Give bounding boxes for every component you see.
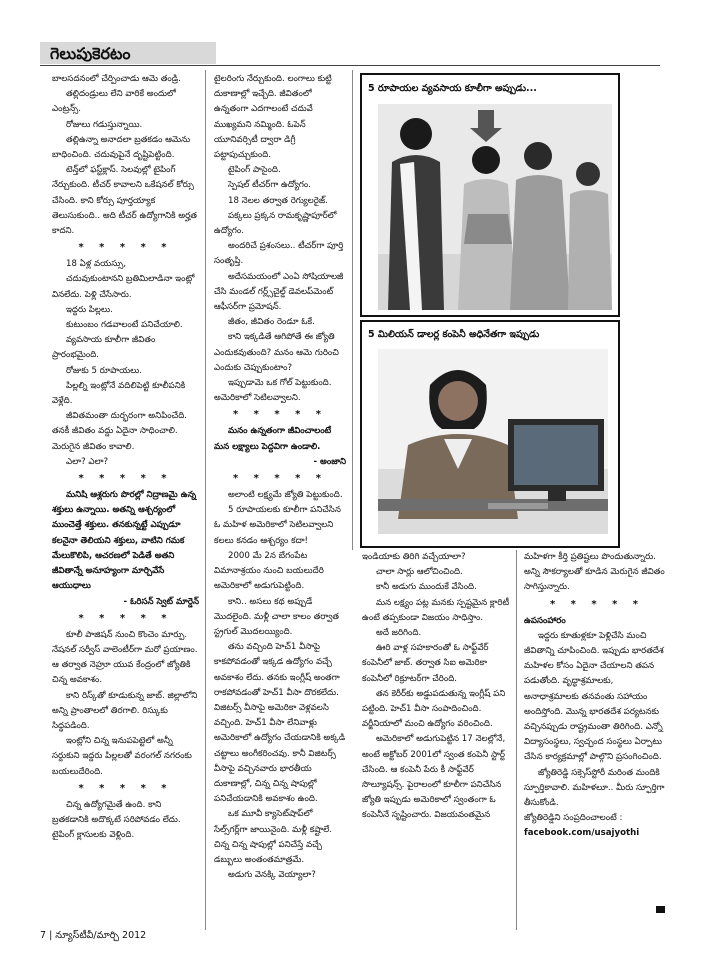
paragraph: మన లక్ష్యం పట్ల మనకు స్పష్టమైన క్లారిటీ ఉంటే తప్పకుండా విజయం సాధిస్తాం.: [362, 597, 510, 623]
paragraph: కాని రిస్క్‌తో కూడుకున్న జాబ్. జిల్లాలోని అన్ని ప్రాంతాలలో తిరగాలి. రిస్కుకు సిద్ధపడింది.: [52, 690, 198, 731]
paragraph: వ్యవసాయ కూలీగా జీవితం ప్రారంభమైంది.: [52, 335, 156, 361]
paragraph: 2000 మే 2న బేగంపేట విమానాశ్రయం నుంచి బయలుదేరి అమెరికాలో అడుగుపెట్టింది.: [214, 550, 324, 592]
column-separator: [516, 550, 517, 930]
article-column-3: [362, 550, 512, 824]
article-column-1: [52, 72, 199, 843]
quote-author: - ఓరిసన్ స్వెట్ మార్డెన్: [123, 596, 199, 607]
paragraph: తల్లిఉన్నా అనాదలా బ్రతకడం ఆమెను బాధించింది. చదువుపైనే దృష్టిపెట్టింది.: [52, 134, 191, 161]
page-section-title: గెలుపుకెరటం: [50, 44, 131, 63]
section-divider-stars: * * * * *: [78, 242, 173, 254]
paragraph: 5 రూపాయలకు కూలీగా పనిచేసిన ఓ మహిళ అమెరికాలో సెటిలవ్వాలని కలలు కనడం ఆశ్చర్యం కదా!: [214, 505, 341, 546]
paragraph: ఎలా? ఎలా?: [66, 456, 109, 467]
contact-label: జ్యోతిరెడ్డిని సంప్రదించాలంటే :: [524, 813, 623, 824]
pull-quote: మనిషి ఆశ్లరుగు పొరల్లో నిద్రాణమై ఉన్న శక్తులు ఉన్నాయి. అతన్ని ఆశ్చర్యంలో ముంచెత్తే శక్తులు. తనకున్నట్టే ఎప్పుడూ కలనైనా తెలియని శక్తులు, వాటిని గమక మేలుకొలిపి, ఆచరణలో పెడితే అతని జీవితాన్నే అనూహ్యంగా మార్చివేసే ఆయుధాలు: [52, 490, 197, 592]
paragraph: కాని ఇక్కడితే ఆగిపోతే ఈ జ్యోతి ఎందుకవుతుంది? మనం ఆమె గురించి ఎందుకు చెప్పుకుంటాం?: [214, 332, 339, 373]
paragraph: రోజుకు 5 రూపాయలు.: [66, 365, 142, 376]
paragraph: ఇద్దరు కూతుళ్లకూ పెళ్లిచేసి మంచి జీవితాన్ని చూపించింది. ఇప్పుడు భారతదేశ మహిళల కోసం ఏదైనా చేయాలని తపన పడుతోంది. వృద్ధాశ్రమాలకు, అనాధాశ్రమాలకు తనవంతు సహాయం అందిస్తోంది. మొన్న భారతదేశ పర్యటనకు వచ్చినప్పుడు రాష్ట్రమంతా తిరిగింది. ఎన్నో విద్యాసంస్థలు, స్వచ్ఛంద సంస్థలు ఏర్పాటు చేసిన కార్యక్రమాల్లో పాల్గొని ప్రసంగించింది.: [524, 630, 664, 763]
office-photo-illustration: [378, 349, 608, 534]
paragraph: జ్యోతిరెడ్డి సక్సెస్‌స్టోరీ మరింత మందికి స్ఫూర్తికావాలి. మహిళలూ.. మీరు స్ఫూర్తిగా తీసుకోండి.: [524, 767, 665, 809]
photo-caption-now: 5 మిలియన్ డాలర్ల కంపెనీ అధినేతగా ఇప్పుడు: [368, 329, 540, 340]
section-heading: ఉపసంహారం: [524, 615, 566, 626]
photo-now: [378, 349, 608, 534]
end-of-article-marker: [656, 906, 665, 913]
paragraph: టైలరింగు నేర్చుకుంది. లంగాలు కుట్టి దుకాణాల్లో ఇచ్చేది. జీవితంలో ఉన్నతంగా ఎదగాలంటే చదువే ముఖ్యమని నమ్మింది. ఓపెన్ యూనివర్సిటీ ద్వారా డిగ్రీ పట్టాపుచ్చుకుంది.: [214, 74, 332, 161]
article-column-4: [524, 550, 670, 842]
paragraph: టెన్త్‌లో ఫస్ట్‌క్లాస్. సెలవుల్లో టైపింగ్ నేర్చుకుంది. టీచర్ కావాలని ఒకేషనల్ కోర్సు చేసింది. కాని కోర్సు పూర్తయ్యాక తెలుసుకుంది.. అది టీచర్ ఉద్యోగానికి అర్హత కాదని.: [52, 165, 197, 237]
paragraph: తల్లిదండ్రులు లేని వారికే అందులో ఎంట్రన్స్.: [52, 89, 176, 115]
paragraph: చదువుకుంటానని బ్రతిమిలాడినా ఇంట్లో వినలేదు. పెళ్లి చేసేసారు.: [52, 274, 195, 300]
photo-caption-then: 5 రూపాయల వ్యవసాయ కూలీగా అప్పుడు...: [368, 83, 537, 94]
paragraph: 18 నెలల తర్వాత రెగ్యులరైజ్.: [228, 195, 328, 206]
paragraph: అమెరికాలో అడుగుపెట్టిన 17 నెలల్లోనే, అంటే అక్టోబర్ 2001లో స్వంత కంపెనీ స్టార్ట్ చేసింది. ఆ కంపెనీ పేరు కీ సాఫ్ట్‌వేర్ సొల్యూషన్స్. పైరాలంలో కూలీగా పనిచేసిన జ్యోతి ఇప్పుడు అమెరికాలో స్వంతంగా ఓ కంపెనీనే సృష్టించారు. విజయవంతమైన: [362, 734, 506, 821]
photo-then: [378, 104, 612, 310]
group-photo-illustration: [378, 104, 612, 310]
paragraph: తను వచ్చింది హెచ్1 వీసాపై కాకపోవడంతో ఇక్కడ ఉద్యోగం వచ్చే అవకాశం లేదు. తనకు ఇంగ్లీష్ అంతగా రాకపోవడంతో హెచ్1 వీసా దొరకలేదు. విజిటర్స్ వీసాపై అమెరికా వెళ్లవలసి వచ్చింది. హెచ్1 వీసా లేనివాళ్లు అమెరికాలో ఉద్యోగం చేయడానికి అక్కడి చట్టాలు అంగీకరించవు. కానీ విజిటర్స్ వీసాపై వచ్చినవారు భారతీయ దుకాణాల్లో, చిన్న చిన్న షాపుల్లో పనిచేయడానికి అవకాశం ఉంది.: [214, 642, 346, 805]
column-separator: [352, 70, 353, 550]
paragraph: రోజులు గడుస్తున్నాయి.: [66, 119, 143, 130]
paragraph: జీతం, జీవితం రెండూ ఓకే.: [228, 317, 315, 328]
section-divider-stars: * * * * *: [232, 409, 328, 421]
article-column-2: [214, 72, 346, 883]
paragraph: ఇంట్లోని చిన్న ఇనుపపెట్టెలో అన్నీ సర్దుకుని ఇద్దరు పిల్లలతో వరంగల్ నగరంకు బయలుదేరింది.: [52, 736, 192, 777]
section-divider-stars: * * * * *: [78, 473, 173, 485]
pull-quote: మనం ఉన్నతంగా జీవించాలంటే మన లక్ష్యాలు పెద్దవిగా ఉండాలి.: [214, 426, 332, 452]
paragraph: ఇప్పుడామె ఒక గోల్ పెట్టుకుంది. అమెరికాలో సెటిలవ్వాలని.: [214, 378, 332, 404]
paragraph: కానీ అడుగు ముందుకే వేసింది.: [376, 582, 477, 593]
paragraph: అడుగు వెనక్కి వెయ్యాలా?: [228, 870, 316, 881]
paragraph: అదేసమయంలో ఎంఏ సోషియాలజీ చేసి మండల్ గర్ల్స్‌చైల్డ్ డెవలప్‌మెంట్ ఆఫీసర్‌గా ప్రమోషన్.: [214, 271, 344, 313]
paragraph: అదే జరిగింది.: [376, 628, 422, 639]
paragraph: అందరిచే ప్రశంసలు.. టీచర్‌గా పూర్తి సంతృప్తి.: [214, 241, 344, 267]
paragraph: చాలా సార్లు ఆలోచించింది.: [376, 567, 463, 578]
page-footer: 7 | న్యూస్‌టీవీ/మార్చి 2012: [40, 930, 147, 941]
section-divider-stars: * * * * *: [549, 598, 645, 610]
paragraph: పక్కలు ప్రక్కన రామకృష్ణాపూర్‌లో ఉద్యోగం.: [214, 210, 337, 237]
paragraph: ఇండియాకు తిరిగి వచ్చేయాలా?: [362, 552, 466, 562]
column-separator: [205, 70, 206, 930]
contact-link[interactable]: facebook.com/usajyothi: [524, 828, 640, 839]
paragraph: కూలీ పాజిషన్ నుంచి కొంచెం మార్పు. నేషనల్ సర్వీస్ వాలెంటీర్‌గా మరో ప్రయాణం. ఆ తర్వాత నెహ్రూ యువ కేంద్రంలో జ్యోతికి చిన్న అవకాశం.: [52, 629, 198, 686]
paragraph: కుటుంబం గడవాలంటే పనిచేయాలి.: [66, 320, 183, 331]
paragraph: ఒక మూవీ క్యాసెట్‌షాప్‌లో సేల్స్‌గర్ల్‌గా జాయినైంది. మళ్లీ కష్టాలే. చిన్న చిన్న షాపుల్లో పనిచేస్తే వచ్చే డబ్బులు అంతంతమాత్రమే.: [214, 809, 332, 865]
paragraph: పిల్లల్ని ఇంట్లోనే వదిలిపెట్టి కూలీపనికి వెళ్లేది.: [52, 380, 186, 407]
paragraph: 18 ఏళ్ల వయస్సు,: [66, 259, 127, 270]
paragraph: కాని.. అసలు కథ అప్పుడే మొదలైంది. మళ్లీ చాలా కాలం తర్వాత స్ట్రగుల్ మొదలయ్యింది.: [214, 596, 339, 637]
paragraph: చిన్న ఉద్యోగమైతే ఉంది. కాని బ్రతకడానికి అదొక్కటే సరిపోవడం లేదు. టైపింగ్ క్లాసులకు వెళ్లింది.: [52, 799, 181, 841]
paragraph: తన కెరీర్‌కు అడ్డుపడుతున్న ఇంగ్లీష్ పని పట్టింది. హెచ్1 వీసా సంపాదించింది. వర్జీనియాలో మంచి ఉద్యోగం వరించింది.: [362, 688, 506, 730]
paragraph: అలాంటి లక్ష్యమే జ్యోతి పెట్టుకుంది.: [228, 490, 343, 501]
paragraph: స్పెషల్ టీచర్‌గా ఉద్యోగం.: [228, 180, 312, 191]
section-divider-stars: * * * * *: [78, 612, 173, 624]
paragraph: మహిళగా కీర్తి ప్రతిష్టలు పొందుతున్నారు. అన్ని సౌకర్యాలతో కూడిన మెరుగైన జీవితం సాగిస్తున్నారు.: [524, 552, 665, 593]
paragraph: టైపింగ్ పాసైంది.: [228, 165, 281, 176]
paragraph: ఇద్దరు పిల్లలు.: [66, 304, 113, 315]
section-divider-stars: * * * * *: [232, 473, 328, 485]
quote-author: - అంజాని: [313, 456, 346, 467]
paragraph: ఊరి వాళ్ల సహకారంతో ఓ సాఫ్ట్‌వేర్ కంపెనీలో జాబ్. తర్వాత సిఐ అమెరికా కంపెనీలో రిక్రూటర్‌గా చేరింది.: [362, 643, 489, 684]
paragraph: జీవితమంతా దుర్భరంగా అనిపించేది. తనకీ జీవితం వద్దు ఏదైనా సాధించాలి. మెరుగైన జీవితం కావాలి.: [52, 411, 187, 452]
section-divider-stars: * * * * *: [78, 782, 173, 794]
header-rule: [40, 65, 660, 66]
paragraph: బాలసదనంలో చేర్పించాడు ఆమె తండ్రి.: [52, 74, 181, 84]
